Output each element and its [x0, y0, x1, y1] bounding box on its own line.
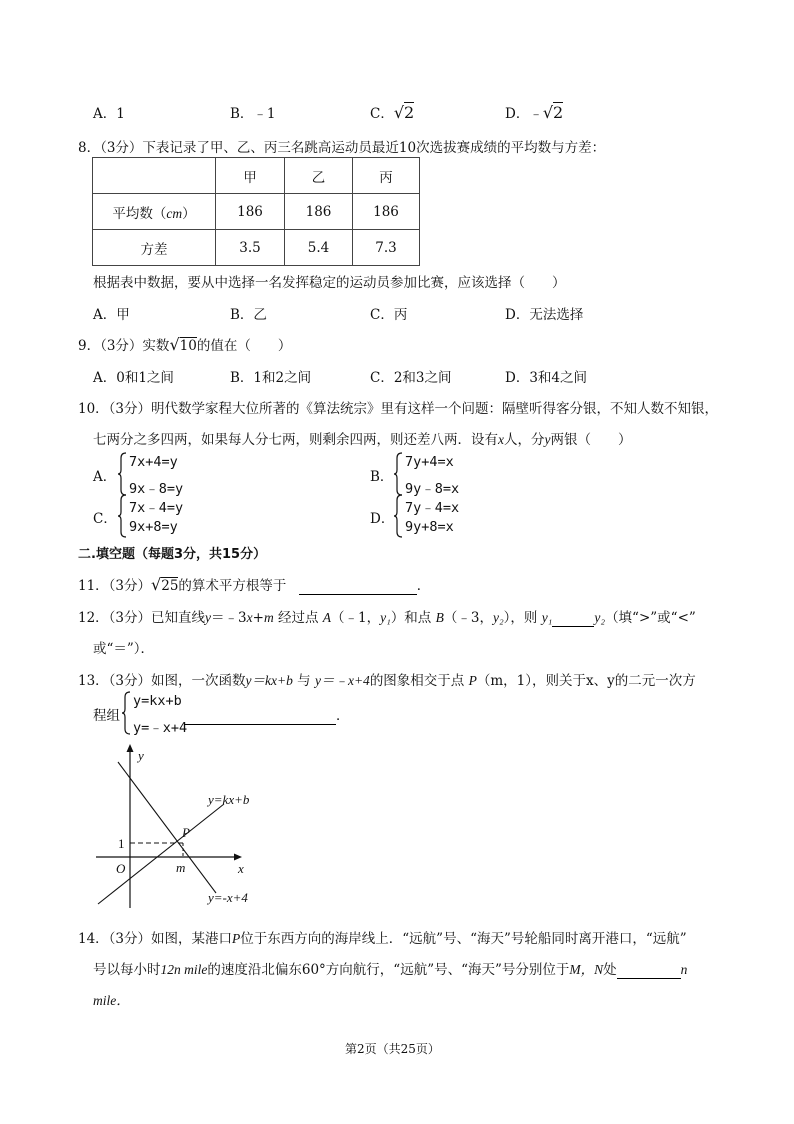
equation-2: 9x+8=y	[129, 519, 178, 535]
table-header-empty	[93, 158, 216, 194]
q9-radicand: 10	[179, 338, 197, 354]
q10-var-x: x	[498, 432, 504, 447]
answer-blank[interactable]	[184, 708, 336, 725]
table-cell: 186	[216, 194, 285, 230]
q8-option-a: A．甲	[93, 307, 130, 323]
equation-2: y=﹣x+4	[133, 720, 188, 736]
line1-label: y=kx+b	[208, 792, 250, 807]
mean-label-unit: cm	[166, 205, 183, 221]
point-p-label: P	[182, 825, 190, 840]
q11-end: ．	[416, 578, 431, 594]
equation-1: 7y﹣4=x	[405, 500, 460, 516]
q10-option-c-system	[117, 494, 217, 538]
y-axis-arrow	[127, 744, 134, 752]
table-row	[93, 230, 420, 266]
q8-question: 根据表中数据，要从中选择一名发挥稳定的运动员参加比赛，应该选择（ ）	[93, 275, 566, 291]
y-axis-label: y	[138, 748, 144, 763]
q13-func1: y＝kx+b	[245, 673, 293, 688]
brace-icon	[393, 494, 403, 538]
q10-stem-line1: 10．（3分）明代数学家程大位所著的《算法统宗》里有这样一个问题：隔壁听得客分银，不知人数不知银，	[78, 401, 719, 417]
q12-line1-end: （填“>”或“<”	[605, 610, 696, 626]
sqrt-symbol: √	[393, 103, 405, 122]
q13-graph	[88, 740, 268, 912]
q10-option-d-system	[393, 494, 493, 538]
brace-icon	[393, 452, 403, 496]
q7-option-d-radicand: 2	[553, 103, 564, 122]
q7-option-c-radicand: 2	[404, 103, 415, 122]
q7-option-d	[505, 102, 563, 122]
q14-line2-b: 的速度沿北偏东60°方向航行，“远航”号、“海天”号分别位于	[207, 962, 570, 978]
table-cell: 3.5	[216, 230, 285, 266]
mean-label-close: ）	[182, 205, 196, 222]
q10-option-c-label: C．	[93, 511, 117, 527]
q12-point-b: B	[435, 610, 444, 625]
q12-line1-a: 12．（3分）已知直线	[78, 610, 206, 626]
q14-points-mn: M，N	[569, 962, 604, 977]
q12-y1-again: y₁	[541, 610, 553, 625]
brace-icon	[121, 691, 131, 735]
q11-stem	[78, 574, 430, 595]
q8-stem: 8．（3分）下表记录了甲、乙、丙三名跳高运动员最近10次选拔赛成绩的平均数与方差：	[78, 140, 606, 156]
q14-speed: 12n mile	[160, 962, 208, 977]
q12-y2-sub: y₂	[594, 610, 606, 625]
line-y-neg-x-plus-4	[118, 762, 216, 893]
table-header-yi: 乙	[285, 158, 353, 194]
x-axis-label: x	[238, 861, 244, 876]
q14-line2-c: 处	[603, 962, 617, 978]
q12-coord-b: （﹣3，	[443, 610, 493, 626]
q12-y2: y₂	[492, 610, 504, 625]
answer-blank[interactable]	[552, 610, 594, 627]
q12-point-a: A	[322, 610, 332, 625]
table-cell: 5.4	[285, 230, 353, 266]
equation-1: 7y+4=x	[405, 454, 454, 470]
q13-end: ．	[336, 708, 350, 724]
q13-line2-label: 程组	[93, 708, 120, 724]
q8-option-b: B．乙	[230, 307, 267, 323]
table-row-label-mean	[93, 194, 216, 230]
q13-point-p: P	[468, 673, 477, 688]
q11-suffix: 的算术平方根等于	[178, 578, 287, 594]
q14-line1-b: 位于东西方向的海岸线上．“远航”号、“海天”号轮船同时离开港口，“远航”	[240, 931, 687, 947]
equation-2: 9y+8=x	[405, 519, 454, 535]
sqrt-symbol: √	[542, 103, 554, 122]
q8-option-d: D．无法选择	[505, 307, 584, 323]
brace-icon	[117, 452, 127, 496]
q8-data-table	[92, 157, 420, 266]
q13-stem-line1: 13．（3分）如图，一次函数y＝kx+b 与 y＝﹣x+4的图象相交于点 P（m，1），则关于x、y的二元一次方	[78, 673, 696, 689]
tick-label-x: m	[176, 860, 186, 875]
q9-option-b: B．1和2之间	[230, 370, 312, 386]
q10-stem-line2	[93, 428, 632, 448]
line2-label: y=-x+4	[208, 890, 248, 905]
q9-option-d: D．3和4之间	[505, 370, 588, 386]
equation-1: 7x+4=y	[129, 454, 178, 470]
table-cell: 186	[285, 194, 353, 230]
q9-option-a: A．0和1之间	[93, 370, 174, 386]
q10-line2-c: 两银（ ）	[550, 432, 632, 448]
table-header-jia: 甲	[216, 158, 285, 194]
table-cell: 7.3	[353, 230, 420, 266]
q11-prefix: 11．（3分）	[78, 578, 152, 594]
q10-option-b-system	[393, 452, 493, 496]
q10-option-b-label: B．	[370, 469, 394, 485]
q9-suffix: 的值在（ ）	[196, 338, 292, 354]
q14-line2-a: 号以每小时	[93, 962, 161, 978]
answer-blank[interactable]	[299, 578, 417, 595]
q9-prefix: 9．（3分）实数	[78, 338, 170, 354]
x-axis-arrow	[234, 854, 242, 861]
table-row	[93, 158, 420, 194]
equation-1: y=kx+b	[133, 693, 182, 709]
q12-stem-line1: 12．（3分）已知直线y＝﹣3x+m 经过点 A（﹣1，y₁）和点 B（﹣3，y₂），则 y₁ y₂（填“>”或“<”	[78, 610, 696, 626]
table-row-label-variance: 方差	[93, 230, 216, 266]
q9-stem	[78, 334, 291, 354]
sqrt-symbol: √	[169, 335, 180, 354]
q14-line2-end: n	[680, 962, 688, 977]
q7-option-d-label: D．﹣	[505, 106, 543, 122]
q10-var-y: y	[544, 432, 551, 447]
q8-option-c: C．丙	[370, 307, 408, 323]
q7-option-c-label: C．	[370, 106, 394, 122]
section-title: 二.填空题（每题3分，共15分）	[78, 547, 267, 562]
q13-line1-b: 的图象相交于点	[369, 673, 465, 689]
equation-1: 7x﹣4=y	[129, 500, 184, 516]
q7-option-c	[370, 102, 414, 122]
q13-coords: （m，1），则关于x、y的二元一次方	[476, 673, 696, 689]
table-cell: 186	[353, 194, 420, 230]
q10-option-a-system	[117, 452, 217, 496]
q14-point-p: P	[232, 931, 241, 946]
table-row	[93, 194, 420, 230]
sqrt-symbol: √	[151, 575, 162, 594]
q14-stem-line1	[78, 927, 687, 947]
q14-line1-a: 14．（3分）如图，某港口	[78, 931, 233, 947]
q14-stem-line2	[93, 958, 687, 979]
q12-line-eq: y	[205, 610, 212, 625]
equation-2: 9y﹣8=x	[405, 481, 460, 497]
q12-stem-line2: 或“＝”）．	[93, 641, 155, 657]
q10-line2-b: 人，分	[504, 432, 545, 448]
table-header-bing: 丙	[353, 158, 420, 194]
q10-option-d-label: D．	[370, 511, 395, 527]
q7-option-a: A．1	[93, 106, 125, 122]
q10-line2-a: 七两分之多四两，如果每人分七两，则剩余四两，则还差八两．设有	[93, 432, 498, 448]
q7-option-b: B．﹣1	[230, 106, 276, 122]
origin-label: O	[116, 861, 126, 876]
q14-stem-line3: mile．	[93, 993, 130, 1008]
q10-option-a-label: A．	[93, 469, 117, 485]
tick-label-y: 1	[118, 836, 125, 851]
q13-answer	[184, 704, 350, 725]
q12-y1: y₁	[380, 610, 391, 625]
equation-2: 9x﹣8=y	[129, 481, 184, 497]
page-footer: 第2页（共25页）	[345, 1042, 440, 1056]
q13-line1-a: 13．（3分）如图，一次函数	[78, 673, 246, 689]
answer-blank[interactable]	[617, 962, 681, 979]
q13-func2: y＝﹣x+4	[314, 673, 370, 688]
q12-coord-a: （﹣1，	[331, 610, 381, 626]
mean-label-text: 平均数（	[112, 205, 167, 222]
brace-icon	[117, 494, 127, 538]
q11-radicand: 25	[161, 578, 179, 594]
q9-option-c: C．2和3之间	[370, 370, 452, 386]
